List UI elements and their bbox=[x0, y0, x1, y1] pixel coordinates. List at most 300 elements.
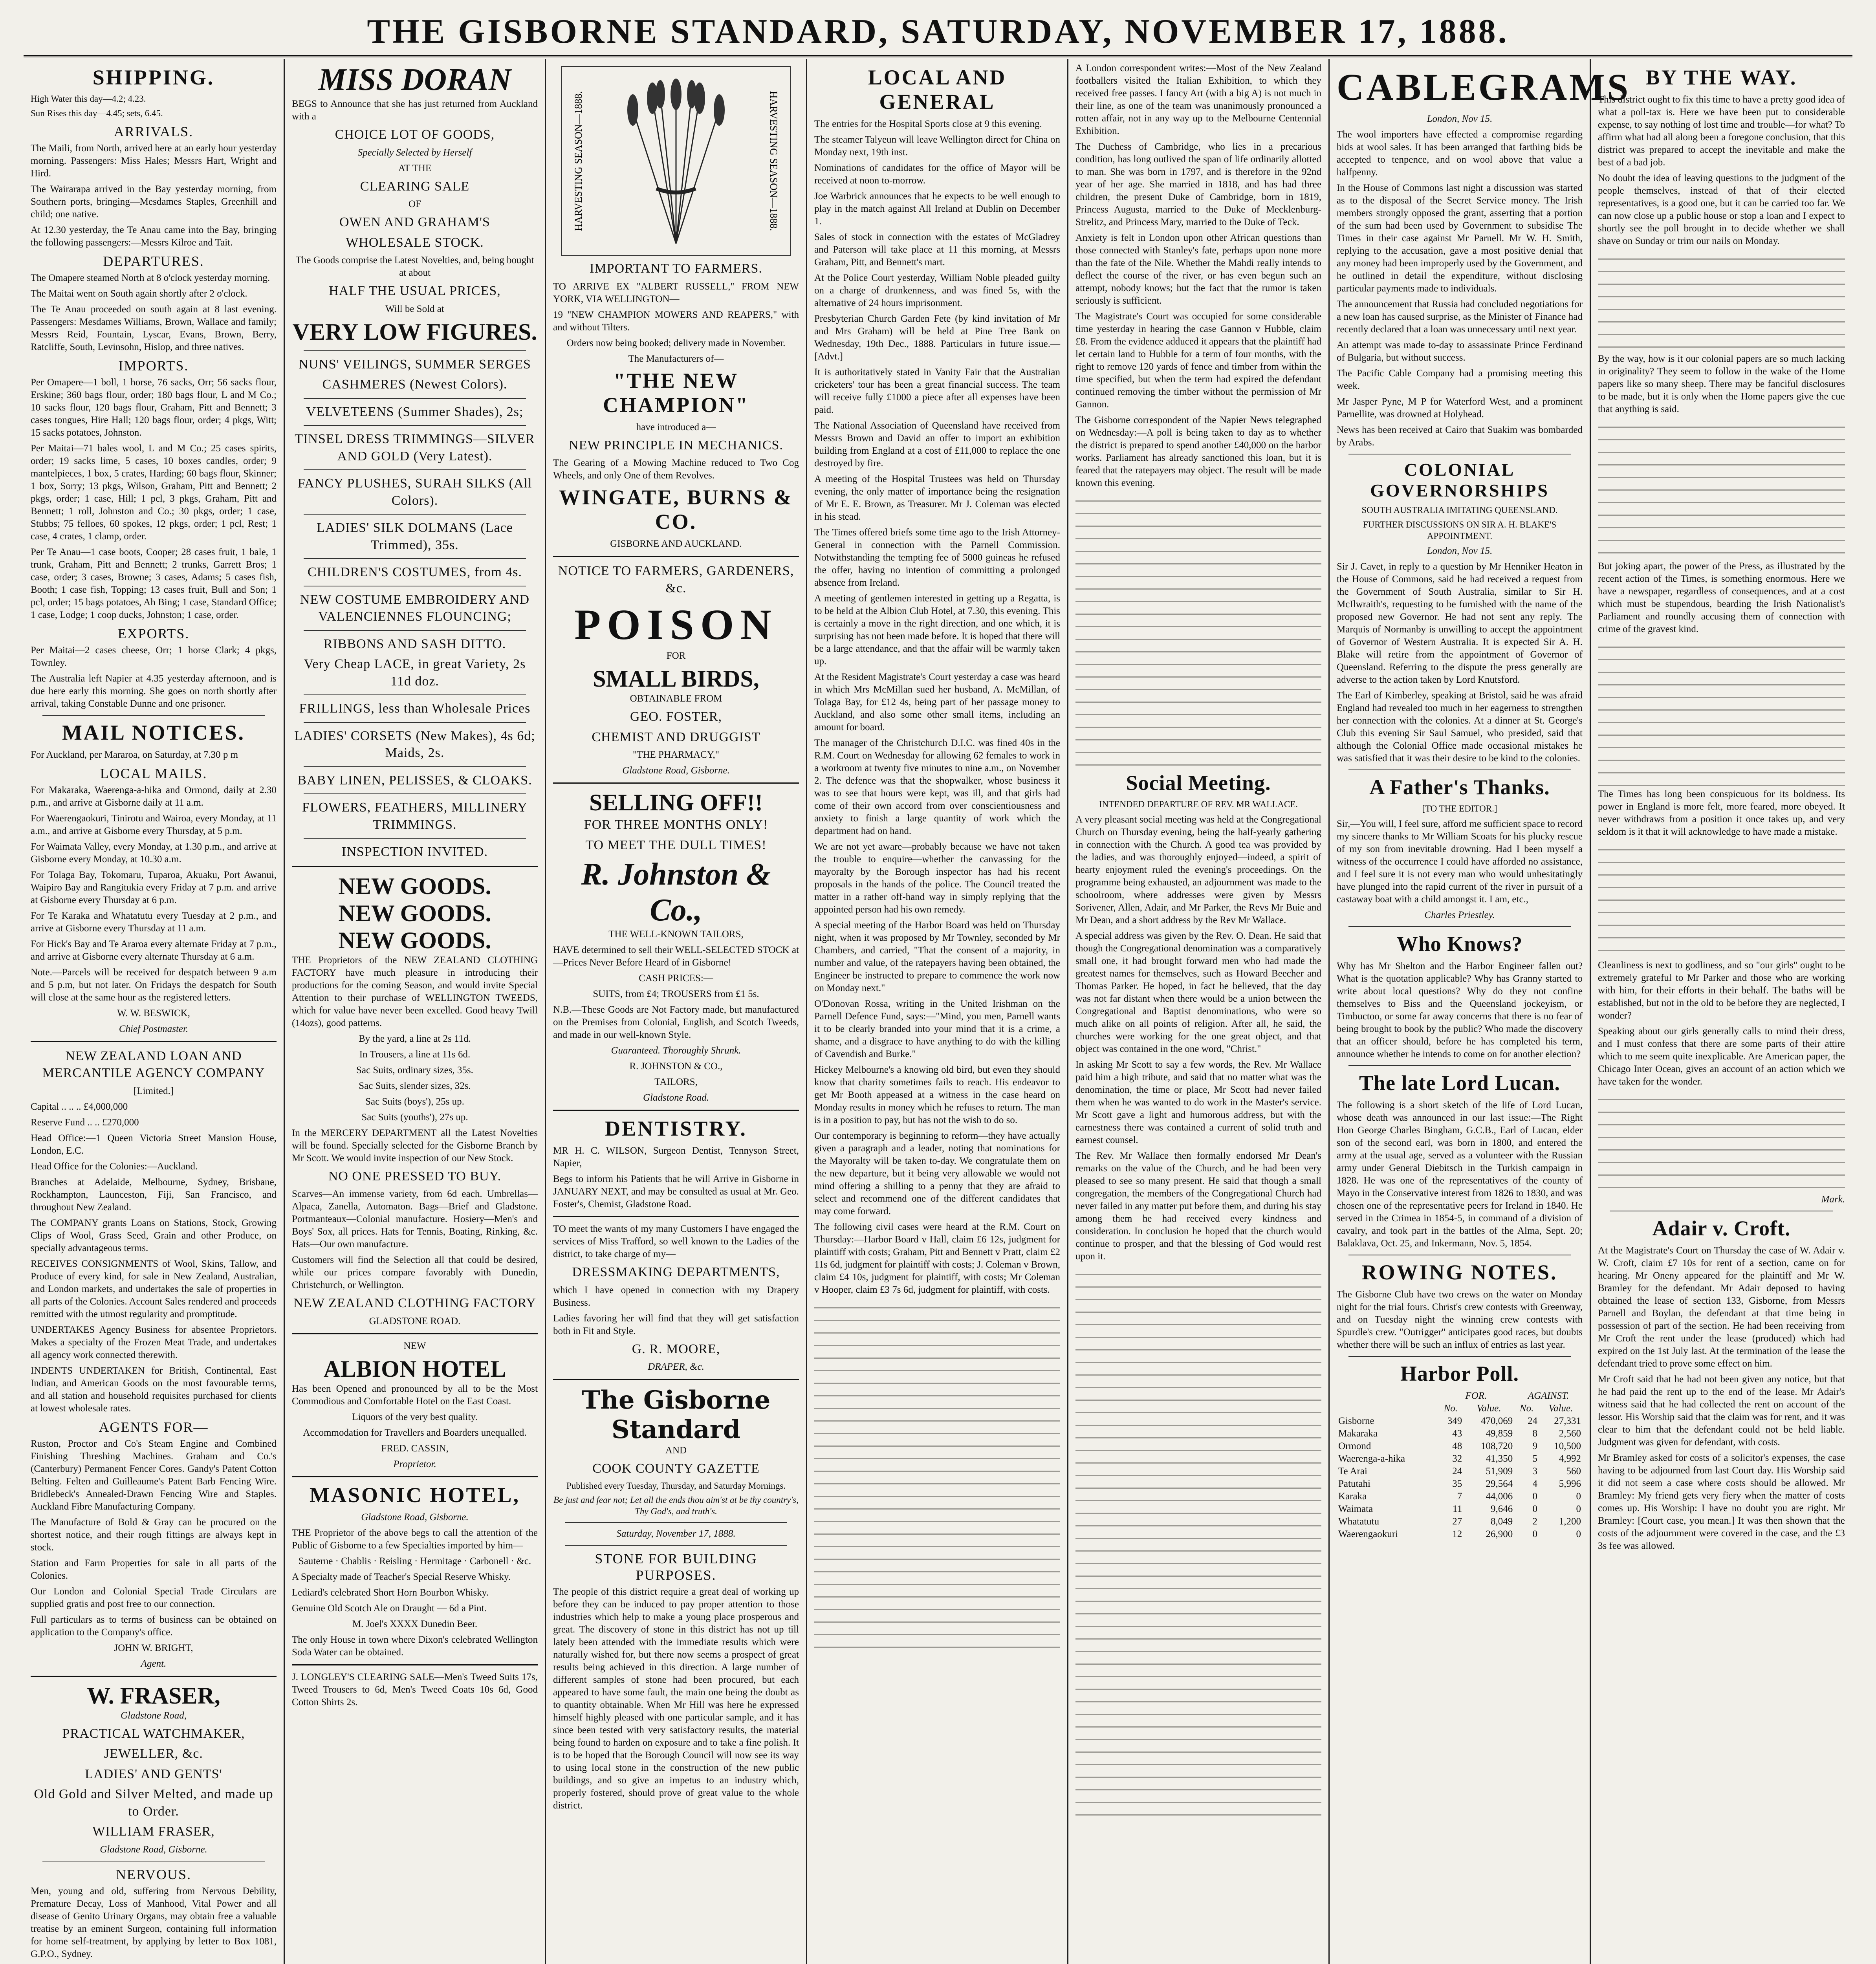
divider bbox=[42, 715, 265, 716]
rowing-body: The Gisborne Club have two crews on the water on Monday night for the trial fours. Christ's crew contests with Greenway, and on Tuesday night the winning crew contests with Spurdle's crew. "Outrigger" anticipates good races, but doubts whether there will be such an influx of entries as last year. bbox=[1337, 1289, 1583, 1350]
local-item: O'Donovan Rossa, writing in the United Irishman on the Parnell Defence Fund, says:—"Mind, you men, Parnell wants it to be clearly branded into your mind that it is a crime, a shame, and a disgrace to have anything to do with the killing of Cavendish and Burke." bbox=[814, 998, 1060, 1059]
poll-header-cell: Value. bbox=[1548, 1403, 1573, 1414]
newgoods-price: Sac Suits, slender sizes, 32s. bbox=[359, 1080, 471, 1091]
paper-date: Saturday, November 17, 1888. bbox=[616, 1528, 736, 1539]
postmaster-title: Chief Postmaster. bbox=[119, 1023, 189, 1034]
local-item: It is authoritatively stated in Vanity Fair that the Australian cricketers' tour has been a great financial success. The team will receive fully £1000 a piece after all expenses have been paid. bbox=[814, 367, 1060, 415]
poll-value-cell: 51,909 bbox=[1486, 1466, 1513, 1477]
colonial-subheading: FURTHER DISCUSSIONS ON SIR A. H. BLAKE'S APPOINTMENT. bbox=[1363, 519, 1557, 541]
divider bbox=[292, 866, 538, 867]
paper-motto: Be just and fear not; Let all the ends thou aim'st at be thy country's, Thy God's, and truth's. bbox=[553, 1495, 799, 1517]
social-body: A special address was given by the Rev. O. Dean. He said that though the Congregational denomination was a comparatively small one, it had brought forward men who had made the greatest names for themselves, such as Howard Beecher and Thomas Parker. He hoped, in fact he believed, that the day was not far distant when there would be a union between the Congregational and Baptist denominations, who were so much alike on all points of religion. After all, he said, the churches were working for the one great object, and that object was contained in the one word, "Christ." bbox=[1075, 930, 1321, 1054]
poll-value-cell: 349 bbox=[1447, 1416, 1462, 1426]
local-item: Hickey Melbourne's a knowing old bird, but even they should know that charity sometimes fails to reach. His endeavor to get Mr Booth appeased at a witness in the case heard on Monday results in money which he refuses to return. The man is in a position to pay, but has not the wish to do so. bbox=[814, 1064, 1060, 1125]
nzloan-agents: Ruston, Proctor and Co's Steam Engine and Combined Finishing Threshing Machines. Graham and Co.'s (Canterbury) Permanent Fencer Cores. Gandy's Patent Cotton Belting. Felten and Guilleaume's Patent Barb Fencing Wire. Bridlebeck's Annealed-Drawn Fencing Wire and Staples. Auckland Fibre Manufacturing Company. bbox=[31, 1438, 277, 1512]
divider bbox=[304, 694, 526, 695]
poison-chemist: GEO. FOSTER, bbox=[630, 709, 722, 724]
local-item: A special meeting of the Harbor Board was held on Thursday night, when it was proposed by Mr Townley, seconded by Mr Chambers, and carried, "That the consent of a majority, in number and value, of the ratepayers having been obtained, the Engineer be instructed to prepare to commence the work now on Monday next." bbox=[814, 920, 1060, 993]
paper-sub: COOK COUNTY GAZETTE bbox=[592, 1461, 760, 1476]
moore-body: Ladies favoring her will find that they will get satisfaction both in Fit and Style. bbox=[553, 1313, 799, 1336]
colonial-body: The Earl of Kimberley, speaking at Bristol, said he was afraid England had revealed too much in her eagerness to strengthen her connection with the colonies. At a dinner at St. George's Club this evening Sir Saul Samuel, who presided, said that although the Colonial Office made occasional mistakes he was satisfied that it was their desire to be kind to the colonies. bbox=[1337, 690, 1583, 764]
nzloan-office: Head Office:—1 Queen Victoria Street Mansion House, London, E.C. bbox=[31, 1132, 277, 1156]
harvest-principle: NEW PRINCIPLE IN MECHANICS. bbox=[569, 438, 783, 453]
cable-item: In the House of Commons last night a discussion was started as to the disposal of the Secret Service money. The Irish members strongly opposed the grant, asserting that a portion of the sum had been used by Government to subsidise The Times in their case against Mr Parnell. Mr W. H. Smith, replying to the accusation, gave a most positive denial that any money had been improperly used by the Government, and he outlined in detail the expenditure, without disclosing particular payments made to individuals. bbox=[1337, 183, 1583, 294]
poison-for: FOR bbox=[666, 650, 686, 661]
mail-item: For Makaraka, Waerenga-a-hika and Ormond, daily at 2.30 p.m., and arrive at Gisborne daily at 11 a.m. bbox=[31, 784, 277, 808]
divider bbox=[31, 1041, 277, 1042]
column-5 bbox=[1068, 59, 1330, 1964]
who-knows-body: Why has Mr Shelton and the Harbor Engineer fallen out? What is the quotation applicable? Why has Granny started to write about local questions? Why do they not confine themselves to Biss and the Queensland jockeyism, or Timbuctoo, or some far away concerns that there is no fear of being brought to book by the public? Who made the discovery that an officer should, before he has completed his term, announce whether he intends to come on for another election? bbox=[1337, 961, 1583, 1059]
divider bbox=[565, 1545, 787, 1546]
paper-nameplate: The Gisborne Standard bbox=[581, 1385, 771, 1445]
harvest-champion: "THE NEW CHAMPION" bbox=[603, 368, 749, 417]
fraser-trade: PRACTICAL WATCHMAKER, bbox=[62, 1726, 245, 1741]
poll-value-cell: 44,006 bbox=[1486, 1491, 1513, 1502]
doran-inspection: INSPECTION INVITED. bbox=[341, 845, 488, 859]
poll-value-cell: 0 bbox=[1576, 1504, 1581, 1514]
general-item: Anxiety is felt in London upon other African questions than those connected with Stanley's fate, perhaps upon none more than the fate of the Nile. Whether the Mahdi really intends to deflect the course of the river, or has even begun such an attempt, nobody knows; but the fact that the rumor is taken seriously is sufficient. bbox=[1075, 233, 1321, 306]
poll-value-cell: 4,992 bbox=[1559, 1453, 1581, 1464]
local-item: Presbyterian Church Garden Fete (by kind invitation of Mr and Mrs Graham) will be held at Pine Tree Bank on Wednesday, 19th Dec., 1888. Particulars in future issue.—[Advt.] bbox=[814, 313, 1060, 362]
imports-heading: IMPORTS. bbox=[118, 357, 189, 374]
table-row bbox=[1337, 1440, 1583, 1453]
newgoods-price: Sac Suits (boys'), 25s up. bbox=[365, 1096, 464, 1107]
local-item: The manager of the Christchurch D.I.C. was fined 40s in the R.M. Court on Wednesday for allowing 62 females to work in a workroom at twenty five minutes to nine a.m., on November 2. The defence was that the shopwalker, whose business it was to see that hours were kept, was ill, and that girls had come of their own accord from over conscientiousness and anxiety to finish a large quantity of work which the department had on hand. bbox=[814, 738, 1060, 836]
poll-value-cell: 9,646 bbox=[1490, 1504, 1513, 1514]
local-item: At the Resident Magistrate's Court yesterday a case was heard in which Mrs McMillan sued her husband, A. McMillan, of Tolaga Bay, for £12 4s, being part of her passage money to Auckland, and also some other small items, including an amount for board. bbox=[814, 672, 1060, 733]
poison-heading: POISON bbox=[574, 601, 778, 649]
selling-sig-address: Gladstone Road. bbox=[643, 1092, 709, 1103]
social-body: The Rev. Mr Wallace then formally endorsed Mr Dean's remarks on the value of the Church, and he had been very pleased to see so many present. He said that though a small congregation, the members of the Congregational Church had never failed in any matter put before them, and during his stay among them he had received every kindness and consideration. In conclusion he hoped that the church would continue to prosper, and that the blessing of God would rest upon it. bbox=[1075, 1150, 1321, 1262]
cable-item: The wool importers have effected a compromise regarding bids at wool sales. It has been arranged that farthing bids be accepted to tenpence, and on wool above that value a halfpenny. bbox=[1337, 129, 1583, 178]
selling-guaranteed: Guaranteed. Thoroughly Shrunk. bbox=[611, 1045, 741, 1056]
divider bbox=[292, 1333, 538, 1334]
table-row bbox=[1337, 1490, 1583, 1503]
columns bbox=[24, 59, 1852, 1964]
adair-body: At the Magistrate's Court on Thursday the case of W. Adair v. W. Croft, claim £7 10s for rent of a section, came on for hearing. Mr Oneny appeared for the plaintiff and Mr W. Bramley for the defendant. Mr Adair deposed to having obtained the lease of section 133, Gisborne, from Messrs Parnell and Boylan, the defendant at that time being in possession of part of the section. He had been receiving from Mr Croft the rent under the lease (produced) which had expired on the 1st July last. At the termination of the lease the defendant tried to prove some effect on him. bbox=[1598, 1245, 1845, 1369]
nzloan-body: Station and Farm Properties for sale in all parts of the Colonies. bbox=[31, 1557, 277, 1581]
wheat-sheaf-illustration bbox=[561, 66, 791, 256]
poison-notice: NOTICE TO FARMERS, GARDENERS, &c. bbox=[558, 564, 794, 595]
social-subheading: INTENDED DEPARTURE OF REV. MR WALLACE. bbox=[1099, 799, 1298, 809]
doran-line: Specially Selected by Herself bbox=[357, 147, 472, 158]
poll-header-cell: AGAINST. bbox=[1528, 1391, 1569, 1401]
illegible-text-block bbox=[1075, 493, 1321, 768]
import-item: Per Te Anau—1 case boots, Cooper; 28 cases fruit, 1 bale, 1 trunk, Graham, Pitt and Bennett; 2 trunks, Garrett Bros; 1 case, order; 3 cases, Browne; 3 cases, Adams; 5 cases fish, Booth; 1 case fish, Topping; 13 cases fruit, Bull and Son; 1 pcl, order; 15 bags potatoes, Ah Bing; 1 case, Standard Office; 1 case, Lodge; 1 coop ducks, Johnston; 1 case, order. bbox=[31, 546, 277, 620]
stone-body: The people of this district require a great deal of working up before they can be induced to pay proper attention to those industries which help to make a young place prosperous and great. The discovery of stone in this district has not up till lately been attended with the immediate results which were naturally wished for, but there now seems a prospect of great results being achieved in this direction. A large number of different samples of stone had been procured, but each appeared to have some fault, the main one being the doubt as to quantity obtainable. When Mr Hill was here he expressed himself highly pleased with one particular sample, and it has since been tested with very satisfactory results, the material being found to harden on exposure and to take a fine polish. It is to be hoped that the Borough Council will now see its way to using local stone in the construction of the new public buildings, and so give an impetus to an industry which, properly fostered, should prove of great value to the whole district. bbox=[553, 1586, 799, 1811]
fraser-trade: JEWELLER, &c. bbox=[104, 1746, 203, 1761]
shipping-heading: SHIPPING. bbox=[92, 66, 215, 89]
poll-district-cell: Waerenga-a-hika bbox=[1338, 1453, 1405, 1464]
cable-item: News has been received at Cairo that Suakim was bombarded by Arabs. bbox=[1337, 425, 1583, 448]
moore-sig: G. R. MOORE, bbox=[632, 1341, 720, 1356]
column-7 bbox=[1591, 59, 1852, 1964]
poll-header-row bbox=[1337, 1390, 1583, 1402]
dentistry-heading: DENTISTRY. bbox=[605, 1117, 747, 1141]
poll-value-cell: 32 bbox=[1452, 1453, 1462, 1464]
doran-item: FRILLINGS, less than Wholesale Prices bbox=[299, 701, 531, 716]
high-water: High Water this day—4.2; 4.23. bbox=[31, 94, 146, 104]
divider bbox=[304, 558, 526, 559]
divider bbox=[1348, 1065, 1571, 1066]
illegible-text-block bbox=[1598, 841, 1845, 959]
wingate-address: GISBORNE AND AUCKLAND. bbox=[610, 539, 742, 550]
adair-body: Mr Croft said that he had not been given any notice, but that he had paid the rent up to the end of the lease. Mr Adair's witness said that he had collected the rent on account of the lessor. His Worship said that the claim was for rent, and it was clear to him that the defendant could not be held liable. Judgment was given for defendant, with costs. bbox=[1598, 1374, 1845, 1447]
doran-item: CHILDREN'S COSTUMES, from 4s. bbox=[307, 565, 522, 580]
poll-value-cell: 470,069 bbox=[1480, 1416, 1513, 1426]
poll-header-cell: Value. bbox=[1477, 1403, 1501, 1414]
nzloan-reserve: Reserve Fund .. .. £270,000 bbox=[31, 1117, 139, 1128]
poll-district-cell: Gisborne bbox=[1338, 1416, 1374, 1426]
harvest-label-left: HARVESTING SEASON—1888. bbox=[573, 91, 584, 231]
masthead bbox=[24, 8, 1852, 57]
nzloan-agent-title: Agent. bbox=[141, 1658, 167, 1669]
moore-sig-title: DRAPER, &c. bbox=[648, 1361, 704, 1372]
poll-value-cell: 5,996 bbox=[1559, 1478, 1581, 1489]
mail-item: For Tolaga Bay, Tokomaru, Tuparoa, Akuaku, Port Awanui, Waipiro Bay and Rangitukia every Friday at 7 p.m. and arrive at Gisborne every Thursday at 6 p.m. bbox=[31, 869, 277, 905]
poll-value-cell: 7 bbox=[1457, 1491, 1462, 1502]
fraser-signature: WILLIAM FRASER, bbox=[92, 1824, 215, 1839]
harbor-poll-table bbox=[1337, 1390, 1583, 1541]
selling-cash: CASH PRICES:— bbox=[639, 973, 713, 984]
dentistry-body: Begs to inform his Patients that he will Arrive in Gisborne in JANUARY NEXT, and may be consulted as usual at Mr. Geo. Foster's, Chemist, Gladstone Road. bbox=[553, 1174, 799, 1210]
thanks-body: Sir,—You will, I feel sure, afford me sufficient space to record my sincere thanks to Mr William Scoats for his plucky rescue of my son from inevitable drowning. Had I been myself a witness of the occurrence I could have afforded no assistance, and I feel sure it is not every man who would unhesitatingly have plunged into the rapid current of the river in pursuit of a castaway boat with a child amongst it. I am, etc., bbox=[1337, 819, 1583, 905]
nzloan-body: UNDERTAKES Agency Business for absentee Proprietors. Makes a specialty of the Frozen Meat Trade, and undertakes all agency work connected therewith. bbox=[31, 1324, 277, 1360]
social-body: In asking Mr Scott to say a few words, the Rev. Mr Wallace paid him a high tribute, and said that no matter what was the denomination, the time or place, Mr Scott had never failed them when he was wanted to do work in the Master's service. Mr Scott gave a light and humorous address, but with the earnestness there was contained a current of solid truth and earnest counsel. bbox=[1075, 1059, 1321, 1145]
divider bbox=[304, 793, 526, 794]
poll-header-cell: No. bbox=[1519, 1403, 1534, 1414]
albion-name: ALBION HOTEL bbox=[323, 1356, 506, 1382]
harvest-orders: Orders now being booked; delivery made in November. bbox=[566, 337, 786, 348]
illegible-text-block bbox=[1598, 251, 1845, 353]
doran-item: Very Cheap LACE, in great Variety, 2s 11d doz. bbox=[304, 657, 526, 689]
nzloan-body: The COMPANY grants Loans on Stations, Stock, Growing Clips of Wool, Grass Seed, Grain and other Produce, on specially advantageous terms. bbox=[31, 1217, 277, 1253]
nzloan-body: The Manufacture of Bold & Gray can be procured on the shortest notice, and their rough fittings are always kept in stock. bbox=[31, 1517, 277, 1553]
poll-value-cell: 8,049 bbox=[1490, 1516, 1513, 1527]
harvest-important: IMPORTANT TO FARMERS. bbox=[590, 261, 762, 276]
local-item: The following civil cases were heard at the R.M. Court on Thursday:—Harbor Board v Hall, claim £6 12s, judgment for plaintiff with costs; Graham, Pitt and Bennett v Pratt, claim £2 11s 6d, judgment for plaintiff with costs; J. Coleman v Brown, claim £4 10s, judgment for plaintiff, with costs; Mr Coleman v Hooper, claim £3 7s 6d, judgment for plaintiff, with costs. bbox=[814, 1222, 1060, 1295]
colonial-subheading: SOUTH AUSTRALIA IMITATING QUEENSLAND. bbox=[1361, 505, 1558, 515]
harvest-gearing: The Gearing of a Mowing Machine reduced to Two Cog Wheels, and only One of them Revolves. bbox=[553, 458, 799, 481]
divider bbox=[304, 469, 526, 470]
doran-very-low: VERY LOW FIGURES. bbox=[292, 319, 537, 345]
divider bbox=[565, 1522, 787, 1523]
column-4 bbox=[807, 59, 1068, 1964]
local-item: We are not yet aware—probably because we have not taken the trouble to enquire—whether the canvassing for the mayoralty by the Borough inspector has had his recent proposals in the hands of the police. The Council treated the matter in a rather off-hand way in simply replying that the appointed person had his own remedy. bbox=[814, 841, 1060, 915]
poll-value-cell: 11 bbox=[1453, 1504, 1462, 1514]
poll-value-cell: 27,331 bbox=[1554, 1416, 1581, 1426]
poll-district-cell: Whatatutu bbox=[1338, 1516, 1380, 1527]
local-item: Our contemporary is beginning to reform—they have actually given a paragraph and a leader, noting that nominations for the Mayoralty will be taken to-day. We congratulate them on the new departure, but it being very allowable we would not mind offering a shilling to a penny that they are afraid to select and recommend one of the different candidates that may come forward. bbox=[814, 1130, 1060, 1217]
selling-firm-sub: THE WELL-KNOWN TAILORS, bbox=[608, 929, 744, 940]
postmaster-name: W. W. BESWICK, bbox=[117, 1008, 190, 1019]
general-item: The Duchess of Cambridge, who lies in a precarious condition, has long outlived the span of life ordinarily allotted to man. She was born in 1797, and is therefore in the 92nd year of her age. She married in 1818, and has had three children, the present Duke of Cambridge, born in 1819, Princess Augusta, married to the Duke of Mecklenburg-Strelitz, and Princess Mary, married to the Duke of Teck. bbox=[1075, 141, 1321, 227]
wingate-firm: WINGATE, BURNS & CO. bbox=[559, 486, 793, 534]
divider bbox=[304, 838, 526, 839]
selling-suits: SUITS, from £4; TROUSERS from £1 5s. bbox=[593, 989, 759, 1000]
cablegrams-heading: CABLEGRAMS bbox=[1337, 66, 1631, 108]
colonial-body: Sir J. Cavet, in reply to a question by Mr Henniker Heaton in the House of Commons, said he had received a request from the Government of South Australia, similar to Sir H. McIlwraith's, requesting to be furnished with the name of the proposed new Governor. He had not sent any reply. The Marquis of Normanby is unwilling to accept the appointment of Governor of Western Australia. It is expected Sir A. H. Blake will retire from the appointment of Governor of Queensland. Referring to the dispute the press generally are adverse to the action taken by Lord Knutsford. bbox=[1337, 561, 1583, 685]
local-item: The National Association of Queensland have received from Messrs Brown and David an offer to import an exhibition building from England at a cost of £11,000 to replace the one destroyed by fire. bbox=[814, 420, 1060, 469]
cable-date: London, Nov 15. bbox=[1427, 114, 1493, 124]
selling-body: HAVE determined to sell their WELL-SELECTED STOCK at—Prices Never Before Heard of in Gisborne! bbox=[553, 945, 799, 968]
table-row bbox=[1337, 1515, 1583, 1528]
harvest-introduced: have introduced a— bbox=[636, 421, 716, 432]
poison-chemist-title: CHEMIST AND DRUGGIST bbox=[592, 729, 760, 744]
lucan-body: The following is a short sketch of the life of Lord Lucan, whose death was announced in our last issue:—The Right Hon George Charles Bingham, G.C.B., Earl of Lucan, elder son of the second earl, was born in 1800, and entered the army at the usual age, served as a volunteer with the Russian army under General Diebitsch in the Turkish campaign in 1828. He was one of the representatives of the county of Mayo in the Conservative interest from 1826 to 1830, and was chosen one of the representative peers for Ireland in 1840. He served in the Crimea in 1854-5, in command of a division of cavalry, and took part in the battles of the Alma, Sept. 20; Balaklava, Oct. 25, and Inkermann, Nov. 5, 1854. bbox=[1337, 1100, 1583, 1249]
table-row bbox=[1337, 1453, 1583, 1465]
doran-item: NEW COSTUME EMBROIDERY AND VALENCIENNES FLOUNCING; bbox=[300, 592, 530, 624]
column-6 bbox=[1330, 59, 1631, 1964]
local-item: A meeting of the Hospital Trustees was held on Thursday evening, the only matter of importance being the resignation of Mr E. E. Brown, as Treasurer. Mr J. Coleman was elected in his stead. bbox=[814, 474, 1060, 522]
general-item: The Magistrate's Court was occupied for some considerable time yesterday in hearing the case Gannon v Hubble, claim £8. From the evidence adduced it appears that the plaintiff had let certain land to Hubble for a term of four months, with the right to remove 120 yards of fence and timber from within the time specified, but when the term had expired the defendant continued removing the timber without the permission of Mr Gannon. bbox=[1075, 311, 1321, 410]
general-item: The Gisborne correspondent of the Napier News telegraphed on Wednesday:—A poll is being taken to day as to whether the district is prepared to spend another £40,000 on the harbor works. Parliament has already sanctioned this loan, but it is feared that the ratepayers may object. The result will be made known this evening. bbox=[1075, 415, 1321, 488]
cable-item: The Pacific Cable Company had a promising meeting this week. bbox=[1337, 368, 1583, 391]
masthead-title: THE GISBORNE STANDARD, SATURDAY, NOVEMBER 17, 1888. bbox=[367, 12, 1509, 51]
poll-value-cell: 560 bbox=[1566, 1466, 1581, 1477]
newgoods-price: Sac Suits (youths'), 27s up. bbox=[361, 1112, 468, 1123]
rowing-heading: ROWING NOTES. bbox=[1361, 1260, 1558, 1284]
doran-item: LADIES' SILK DOLMANS (Lace Trimmed), 35s. bbox=[317, 520, 513, 552]
local-item: Joe Warbrick announces that he expects to be well enough to play in the match against All Ireland at Dublin on December 1. bbox=[814, 191, 1060, 227]
poll-value-cell: 0 bbox=[1532, 1529, 1538, 1539]
poll-value-cell: 24 bbox=[1452, 1466, 1462, 1477]
newgoods-price: Sac Suits, ordinary sizes, 35s. bbox=[356, 1064, 473, 1075]
poll-value-cell: 2 bbox=[1532, 1516, 1538, 1527]
masonic-address: Gladstone Road, Gisborne. bbox=[361, 1511, 469, 1522]
by-the-way-item: No doubt the idea of leaving questions to the judgment of the people themselves, instead of that of their elected representatives, is a good one, but it can be carried too far. We can now close up a public house or stop a loan and I expect to shortly see the poll brought in to decide whether we shall shave on Sunday or trim our nails on Monday. bbox=[1598, 173, 1845, 246]
poll-subheader-row bbox=[1337, 1402, 1583, 1415]
local-item: The entries for the Hospital Sports close at 9 this evening. bbox=[814, 119, 1042, 129]
albion-owner-title: Proprietor. bbox=[393, 1458, 436, 1469]
poison-obtainable: OBTAINABLE FROM bbox=[630, 693, 722, 704]
divider bbox=[1348, 926, 1571, 927]
newgoods-list: Scarves—An immense variety, from 6d each. Umbrellas—Alpaca, Zanella, Automaton. Bags—Brief and Gladstone. Portmanteaux—Colonial manufacture. Hosiery—Men's and Boys' Sox, all prices. Hats for Tennis, Boating, Rinking, &c. Hats—Our own manufacture. bbox=[292, 1189, 538, 1250]
poll-value-cell: 0 bbox=[1576, 1529, 1581, 1539]
divider bbox=[304, 722, 526, 723]
arrival-item: The Wairarapa arrived in the Bay yesterday morning, from Southern ports, bringing—Mesdames Staples, Greenhill and child; one native. bbox=[31, 183, 277, 220]
local-mails-heading: LOCAL MAILS. bbox=[100, 765, 207, 781]
local-item: Nominations of candidates for the office of Mayor will be received at noon to-morrow. bbox=[814, 163, 1060, 186]
mail-note: Note.—Parcels will be received for despatch between 9 a.m and 5 p.m, but not later. On Fridays the despatch for South will close at the same hour as the registered letters. bbox=[31, 967, 277, 1003]
column-1 bbox=[24, 59, 285, 1964]
doran-line: WHOLESALE STOCK. bbox=[346, 235, 484, 250]
shipping-note: The Australia left Napier at 4.35 yesterday afternoon, and is due here early this morning. She goes on north shortly after arrival, taking Constable Dunne and one prisoner. bbox=[31, 673, 277, 709]
table-row bbox=[1337, 1503, 1583, 1515]
doran-line: OF bbox=[409, 199, 421, 210]
local-item: Sales of stock in connection with the estates of McGladrey and Paterson will take place at 11 this morning, at Messrs Graham, Pitt, and Bennett's mart. bbox=[814, 232, 1060, 267]
masonic-line: M. Joel's XXXX Dunedin Beer. bbox=[352, 1618, 478, 1629]
poll-district-cell: Te Arai bbox=[1338, 1466, 1367, 1477]
divider bbox=[553, 782, 799, 784]
who-knows-heading: Who Knows? bbox=[1396, 932, 1523, 956]
paper-and: AND bbox=[665, 1445, 687, 1456]
poll-heading: Harbor Poll. bbox=[1400, 1362, 1519, 1385]
local-item: The Times offered briefs some time ago to the Irish Attorney-General in connection with the Parnell Commission. Notwithstanding the tempting fee of 5000 guineas he refused the offer, having no intention of committing a prolonged absence from Ireland. bbox=[814, 527, 1060, 588]
stone-heading: STONE FOR BUILDING PURPOSES. bbox=[595, 1550, 757, 1583]
fraser-sig-address: Gladstone Road, Gisborne. bbox=[100, 1844, 207, 1855]
poison-address: Gladstone Road, Gisborne. bbox=[622, 765, 730, 776]
harvest-machines: 19 "NEW CHAMPION MOWERS AND REAPERS," with and without Tilters. bbox=[553, 309, 799, 333]
doran-line: CLEARING SALE bbox=[360, 179, 470, 194]
newgoods-road: GLADSTONE ROAD. bbox=[369, 1315, 461, 1326]
export-item: Per Maitai—2 cases cheese, Orr; 1 horse Clark; 4 pkgs, Townley. bbox=[31, 645, 277, 668]
divider bbox=[553, 1110, 799, 1111]
adair-heading: Adair v. Croft. bbox=[1652, 1217, 1791, 1240]
by-the-way-item: But joking apart, the power of the Press, as illustrated by the recent action of the Times, is something enormous. Here we have a newspaper, regardless of consequences, and at a cost which must be stupendous, bearding the Irish Nationalist's Parliament and roundly accusing them of connection with crime of the gravest kind. bbox=[1598, 561, 1845, 634]
adair-body: Mr Bramley asked for costs of a solicitor's expenses, the case having to be adjourned from last Court day. His Worship said it did not seem a case where costs should be allowed. Mr Bramley: My friend gets very fiery when the matter of costs comes up. His Worship: I have no doubt you are right. Mr Bramley: [Court case, you mean.] It was then shown that the costs of the adjournment were covered in the case, and the £3 3s fee was allowed. bbox=[1598, 1453, 1845, 1551]
departure-item: The Maitai went on South again shortly after 2 o'clock. bbox=[31, 288, 247, 299]
poison-pharmacy: "THE PHARMACY," bbox=[633, 749, 719, 760]
doran-item: TINSEL DRESS TRIMMINGS—SILVER AND GOLD (Very Latest). bbox=[295, 432, 535, 464]
by-the-way-item: Speaking about our girls generally calls to mind their dress, and I must confess that there are some parts of their attire which to me seem quite inexplicable. Are American paper, the Chicago Inter Ocean, gives an account of an action which we have taken for the wonder. bbox=[1598, 1026, 1845, 1087]
albion-owner: FRED. CASSIN, bbox=[381, 1443, 449, 1454]
arrival-item: At 12.30 yesterday, the Te Anau came into the Bay, bringing the following passengers:—Messrs Kilroe and Tait. bbox=[31, 224, 277, 248]
general-item: A London correspondent writes:—Most of the New Zealand footballers visited the Italian Exhibition, to which they received free passes. I fancy Art (with a big A) is not much in their line, as one of the team was unanimously pronounced a rotten affair, not in any way up to the Melbourne Centennial Exhibition. bbox=[1075, 63, 1321, 136]
divider bbox=[304, 398, 526, 399]
longley-ad: J. LONGLEY'S CLEARING SALE—Men's Tweed Suits 17s, Tweed Trousers to 6d, Men's Tweed Coats 10s 6d, Good Cotton Shirts 2s. bbox=[292, 1671, 538, 1708]
selling-heading: SELLING OFF!! bbox=[589, 790, 763, 816]
poll-value-cell: 35 bbox=[1452, 1478, 1462, 1489]
local-item: A meeting of gentlemen interested in getting up a Regatta, is to be held at the Albion Club Hotel, at 7.30, this evening. This is certainly a move in the right direction, and one which, it is surprising has not been made before. It is hoped that there will be a large attendance, and that the affair will be warmly taken up. bbox=[814, 593, 1060, 667]
poll-value-cell: 4 bbox=[1532, 1478, 1538, 1489]
nervous-body: Men, young and old, suffering from Nervous Debility, Premature Decay, Loss of Manhood, Vital Power and all disease of Genito Urinary Organs, may obtain free a valuable treatise by an eminent Surgeon, containing full information for home self-treatment, by applying by letter to Box 1081, G.P.O., Sydney. bbox=[31, 1885, 277, 1959]
illegible-text-block bbox=[1598, 419, 1845, 560]
by-the-way-signature: Mark. bbox=[1821, 1194, 1845, 1205]
by-the-way-heading: BY THE WAY. bbox=[1645, 66, 1797, 89]
newgoods-heading: NEW GOODS. bbox=[338, 927, 491, 953]
by-the-way-item: The Times has long been conspicuous for its boldness. Its power in England is more felt, more feared, more obeyed. It never withdraws from a position it once takes up, and very seldom is it that it will acknowledge to have made a mistake. bbox=[1598, 789, 1845, 837]
import-item: Per Omapere—1 boll, 1 horse, 76 sacks, Orr; 56 sacks flour, Erskine; 360 bags flour, order; 180 bags flour, L and M Co.; 10 sacks flour, 120 bags flour, Graham, Pitt and Bennett; 3 cases tongues, Hire Hall; 120 bags flour, order; 4 pkgs, Witt; 15 sacks potatoes, Johnston. bbox=[31, 377, 277, 438]
mail-heading: MAIL NOTICES. bbox=[62, 720, 245, 744]
newgoods-body: Customers will find the Selection all that could be desired, while our prices compare favorably with Dunedin, Christchurch, or Wellington. bbox=[292, 1255, 538, 1291]
divider bbox=[304, 766, 526, 767]
illegible-text-block bbox=[1598, 1091, 1845, 1193]
doran-line: Will be Sold at bbox=[385, 303, 444, 314]
nzloan-branches: Branches at Adelaide, Melbourne, Sydney, Brisbane, Rockhampton, Launceston, Fiji, San Francisco, and throughout New Zealand. bbox=[31, 1176, 277, 1213]
poison-birds: SMALL BIRDS, bbox=[593, 666, 759, 692]
divider bbox=[1348, 769, 1571, 770]
newgoods-price: In Trousers, a line at 11s 6d. bbox=[359, 1049, 471, 1060]
column-3 bbox=[546, 59, 807, 1964]
social-body: A very pleasant social meeting was held at the Congregational Church on Thursday evening, being the half-yearly gathering in connection with the Church. A good tea was provided by the ladies, and was thoroughly enjoyed—indeed, a spirit of hearty enjoyment ruled the evening's proceedings. On the programme being exhausted, an adjournment was made to the schoolroom, where addresses were given by Messrs Sorivener, Allen, Adair, and Mr Parker, the Revs Mr Buie and Mr Dean, and a short address by the Rev Mr Wallace. bbox=[1075, 814, 1321, 925]
table-row bbox=[1337, 1465, 1583, 1478]
fraser-name: W. FRASER, bbox=[87, 1682, 220, 1709]
poll-district-cell: Karaka bbox=[1338, 1491, 1367, 1502]
local-item: At the Police Court yesterday, William Noble pleaded guilty on a charge of drunkenness, and was fined 5s, with the alternative of 24 hours imprisonment. bbox=[814, 273, 1060, 308]
selling-sig-title: TAILORS, bbox=[654, 1077, 698, 1088]
newgoods-price: By the yard, a line at 2s 11d. bbox=[359, 1033, 471, 1044]
doran-item: FANCY PLUSHES, SURAH SILKS (All Colors). bbox=[297, 476, 532, 508]
albion-line: Liquors of the very best quality. bbox=[352, 1411, 478, 1422]
newgoods-heading: NEW GOODS. bbox=[338, 873, 491, 899]
divider bbox=[292, 1476, 538, 1477]
moore-dressmaking: DRESSMAKING DEPARTMENTS, bbox=[572, 1265, 780, 1280]
social-heading: Social Meeting. bbox=[1126, 771, 1271, 795]
divider bbox=[304, 350, 526, 351]
newgoods-no-one: NO ONE PRESSED TO BUY. bbox=[328, 1169, 502, 1184]
selling-firm: R. Johnston & Co., bbox=[581, 857, 771, 928]
local-item: The steamer Talyeun will leave Wellington direct for China on Monday next, 19th inst. bbox=[814, 134, 1060, 158]
selling-meet: TO MEET THE DULL TIMES! bbox=[585, 837, 767, 852]
doran-line: The Goods comprise the Latest Novelties, and, being bought at about bbox=[295, 255, 534, 278]
local-general-heading: LOCAL AND GENERAL bbox=[868, 66, 1007, 114]
nzloan-colony-office: Head Office for the Colonies:—Auckland. bbox=[31, 1161, 198, 1172]
newgoods-heading: NEW GOODS. bbox=[338, 900, 491, 926]
masonic-heading: MASONIC HOTEL, bbox=[309, 1483, 520, 1507]
doran-name: MISS DORAN bbox=[318, 62, 511, 97]
poll-value-cell: 0 bbox=[1532, 1491, 1538, 1502]
poll-value-cell: 29,564 bbox=[1486, 1478, 1513, 1489]
nzloan-agent-name: JOHN W. BRIGHT, bbox=[114, 1642, 193, 1653]
thanks-to: [TO THE EDITOR.] bbox=[1422, 804, 1497, 814]
albion-line: Accommodation for Travellers and Boarders unequalled. bbox=[303, 1427, 527, 1438]
cable-item: An attempt was made to-day to assassinate Prince Ferdinand of Bulgaria, but without success. bbox=[1337, 340, 1583, 363]
harvest-manufacturers: The Manufacturers of— bbox=[628, 353, 724, 364]
poll-district-cell: Ormond bbox=[1338, 1441, 1371, 1451]
masonic-line: The only House in town where Dixon's celebrated Wellington Soda Water can be obtained. bbox=[292, 1634, 538, 1658]
poll-value-cell: 26,900 bbox=[1486, 1529, 1513, 1539]
poll-district-cell: Patutahi bbox=[1338, 1478, 1370, 1489]
departures-heading: DEPARTURES. bbox=[103, 253, 204, 269]
departure-item: The Omapere steamed North at 8 o'clock yesterday morning. bbox=[31, 272, 270, 283]
poll-value-cell: 0 bbox=[1532, 1504, 1538, 1514]
nzloan-body: Full particulars as to terms of business can be obtained on application to the Company's office. bbox=[31, 1614, 277, 1638]
mail-item: For Waimata Valley, every Monday, at 1.30 p.m., and arrive at Gisborne every Monday, at 10.30 a.m. bbox=[31, 841, 277, 865]
divider bbox=[1348, 1356, 1571, 1357]
table-row bbox=[1337, 1528, 1583, 1541]
newgoods-factory: NEW ZEALAND CLOTHING FACTORY bbox=[293, 1296, 537, 1311]
newgoods-body: In the MERCERY DEPARTMENT all the Latest Novelties will be found. Specially selected for the Gisborne Branch by Mr Scott. We would invite inspection of our New Stock. bbox=[292, 1127, 538, 1163]
doran-line: HALF THE USUAL PRICES, bbox=[329, 284, 501, 299]
masonic-line: Genuine Old Scotch Ale on Draught — 6d a Pint. bbox=[292, 1603, 487, 1614]
nervous-heading: NERVOUS. bbox=[115, 1866, 192, 1882]
doran-item: RIBBONS AND SASH DITTO. bbox=[323, 636, 506, 651]
doran-item: BABY LINEN, PELISSES, & CLOAKS. bbox=[297, 773, 532, 788]
poll-header-cell: No. bbox=[1444, 1403, 1458, 1414]
nzloan-body: INDENTS UNDERTAKEN for British, Continental, East Indian, and American Goods on the most favourable terms, and all station and household requisites purchased for clients at lowest wholesale rates. bbox=[31, 1365, 277, 1414]
masonic-body: THE Proprietor of the above begs to call the attention of the Public of Gisborne to a few Specialties imported by him— bbox=[292, 1527, 538, 1551]
moore-body: which I have opened in connection with my Drapery Business. bbox=[553, 1284, 799, 1308]
doran-line: CHOICE LOT OF GOODS, bbox=[335, 127, 495, 142]
nzloan-capital: Capital .. .. .. £4,000,000 bbox=[31, 1101, 128, 1112]
poll-district-cell: Waimata bbox=[1338, 1504, 1373, 1514]
poll-value-cell: 10,500 bbox=[1554, 1441, 1581, 1451]
poll-value-cell: 108,720 bbox=[1480, 1441, 1513, 1451]
divider bbox=[553, 556, 799, 557]
table-row bbox=[1337, 1415, 1583, 1427]
colonial-heading: COLONIAL GOVERNORSHIPS bbox=[1370, 460, 1549, 500]
doran-line: OWEN AND GRAHAM'S bbox=[339, 215, 490, 230]
divider bbox=[31, 1676, 277, 1677]
paper-published: Published every Tuesday, Thursday, and Saturday Mornings. bbox=[566, 1480, 786, 1491]
nzloan-limited: [Limited.] bbox=[133, 1085, 174, 1096]
mail-intro: For Auckland, per Mararoa, on Saturday, at 7.30 p m bbox=[31, 749, 238, 760]
harvest-arrive: TO ARRIVE EX "ALBERT RUSSELL," FROM NEW YORK, VIA WELLINGTON— bbox=[553, 281, 799, 304]
divider bbox=[553, 1379, 799, 1380]
wheat-sheaf-icon bbox=[566, 71, 786, 251]
poll-value-cell: 12 bbox=[1452, 1529, 1462, 1539]
masonic-wines: Sauterne · Chablis · Reisling · Hermitage · Carbonell · &c. bbox=[298, 1555, 531, 1566]
thanks-heading: A Father's Thanks. bbox=[1369, 775, 1550, 799]
selling-sig: R. JOHNSTON & CO., bbox=[629, 1061, 723, 1072]
doran-item: VELVETEENS (Summer Shades), 2s; bbox=[306, 404, 524, 419]
poll-value-cell: 49,859 bbox=[1486, 1428, 1513, 1439]
selling-months: FOR THREE MONTHS ONLY! bbox=[584, 817, 768, 832]
column-2 bbox=[285, 59, 546, 1964]
exports-heading: EXPORTS. bbox=[117, 625, 190, 641]
masonic-line: A Specialty made of Teacher's Special Reserve Whisky. bbox=[292, 1571, 511, 1582]
